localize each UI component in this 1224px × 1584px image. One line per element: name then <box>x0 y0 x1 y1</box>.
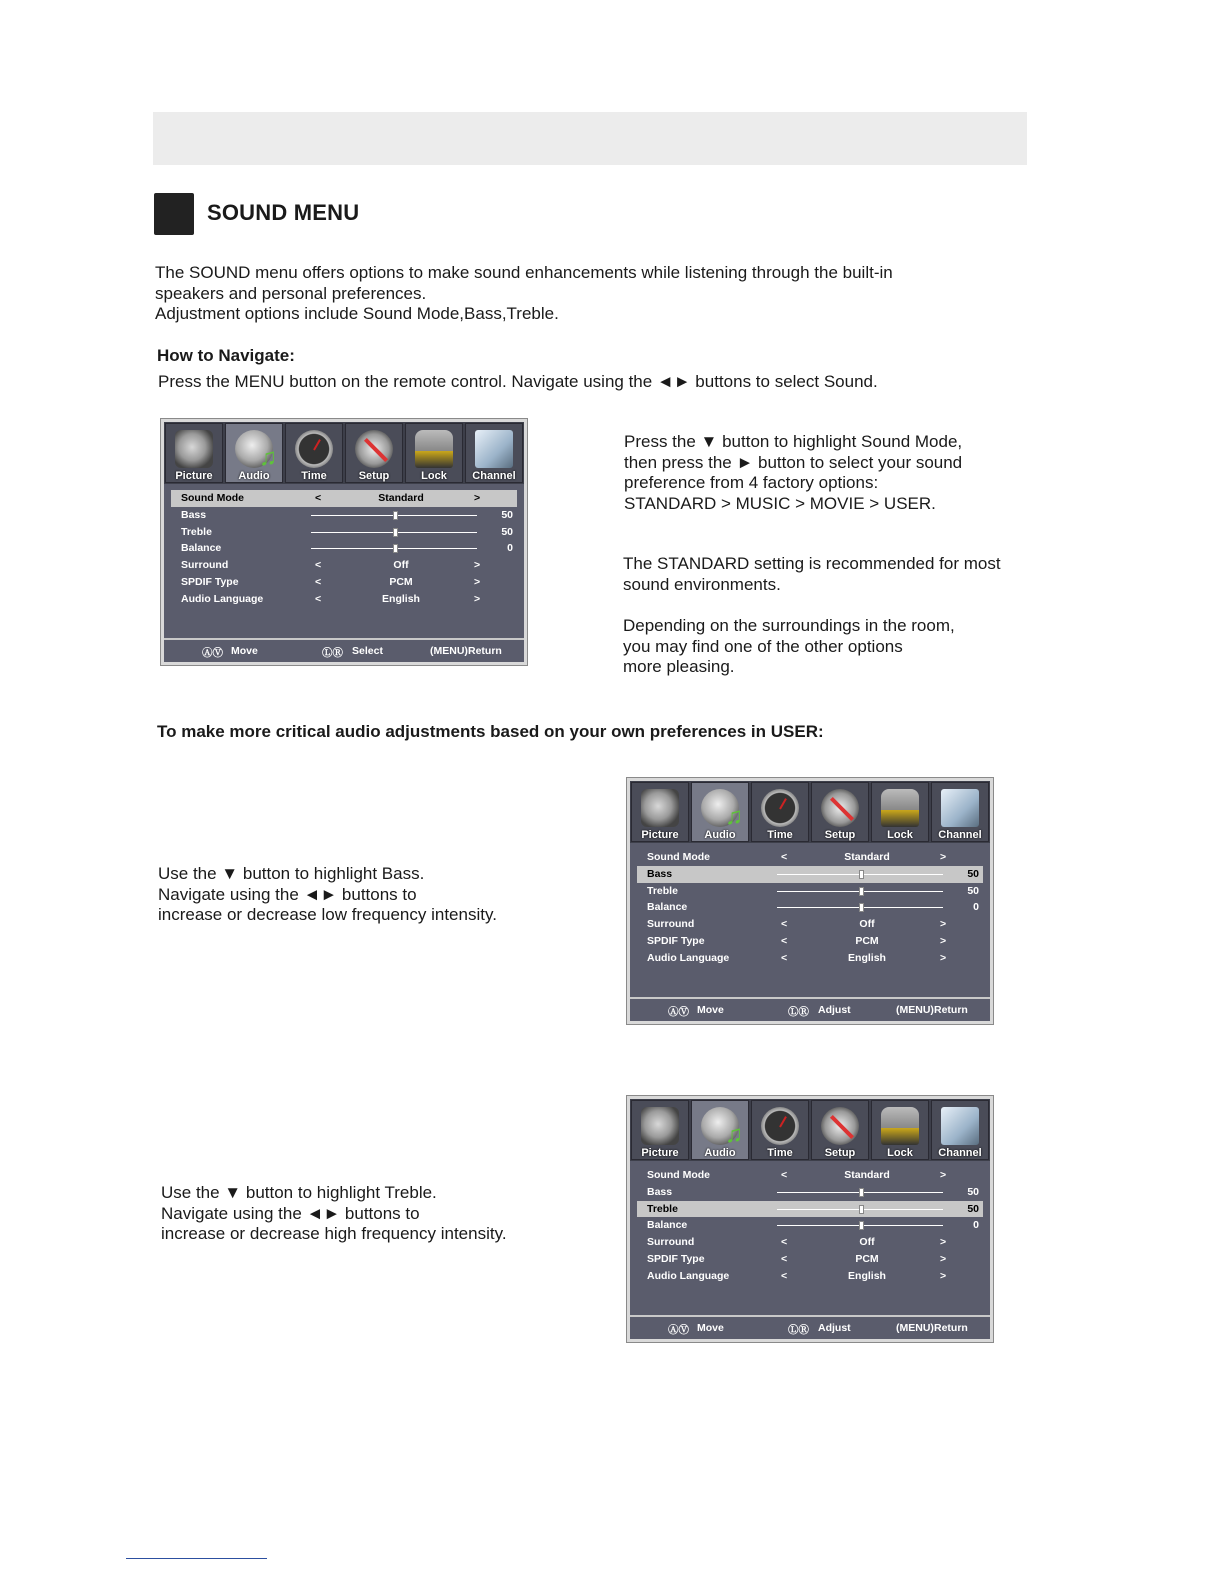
tab-setup: Setup <box>345 423 403 483</box>
updown-keys-icon: ⒶⓋ <box>668 1324 689 1336</box>
audio-icon <box>235 430 273 468</box>
menu-tabs <box>630 781 990 843</box>
tab-channel: Channel <box>465 423 523 483</box>
tv-menu-treble <box>626 1095 994 1343</box>
tab-setup: Setup <box>811 1100 869 1160</box>
row-balance: Balance 0 <box>647 1219 979 1232</box>
tab-audio: ♫ Audio <box>691 1100 749 1160</box>
bass-slider-knob <box>393 511 398 520</box>
row-treble: Treble 50 <box>637 1201 983 1218</box>
menu-key-icon: (MENU) <box>430 645 468 657</box>
updown-keys-icon: ⒶⓋ <box>668 1006 689 1018</box>
row-balance: Balance 0 <box>181 542 513 555</box>
gear-icon <box>821 789 859 827</box>
treble-text: Use the ▼ button to highlight Treble. Navigate using the ◄► buttons to increase or decrease high frequency intensity. <box>161 1183 507 1243</box>
bass-slider-knob <box>859 1188 864 1197</box>
intro-text: The SOUND menu offers options to make sound enhancements while listening through the built-in speakers and personal preferences. Adjustment options include Sound Mode,Bass,Treble. <box>155 263 893 323</box>
treble-slider-knob <box>859 1205 864 1214</box>
row-surround: Surround < Off > <box>647 918 947 931</box>
audio-icon <box>701 789 739 827</box>
tab-time: Time <box>285 423 343 483</box>
treble-slider-knob <box>393 528 398 537</box>
tab-channel: Channel <box>931 782 989 842</box>
menu-footer: ⒶⓋ Move ⓁⓇ Adjust (MENU) Return <box>630 1315 990 1339</box>
tab-lock: Lock <box>871 1100 929 1160</box>
tab-picture: Picture <box>631 782 689 842</box>
row-treble: Treble 50 <box>181 525 513 538</box>
tab-lock: Lock <box>871 782 929 842</box>
menu-footer: ⒶⓋ Move ⓁⓇ Adjust (MENU) Return <box>630 997 990 1021</box>
sound-mode-text: Press the ▼ button to highlight Sound Mode, then press the ► button to select your sound preference from 4 factory options: STANDARD > MUSIC > MOVIE > USER. <box>624 432 963 513</box>
tv-menu-bass <box>626 777 994 1025</box>
menu-key-icon: (MENU) <box>896 1004 934 1016</box>
menu-footer: ⒶⓋ Move ⓁⓇ Select (MENU) Return <box>164 638 524 662</box>
standard-text: The STANDARD setting is recommended for most sound environments. <box>623 554 1001 594</box>
tab-picture: Picture <box>631 1100 689 1160</box>
row-spdif: SPDIF Type < PCM > <box>647 934 947 947</box>
tab-picture: Picture <box>165 423 223 483</box>
tab-audio: ♫ Audio <box>225 423 283 483</box>
leftright-keys-icon: ⓁⓇ <box>788 1324 809 1336</box>
clock-icon <box>761 1107 799 1145</box>
gear-icon <box>355 430 393 468</box>
row-surround: Surround < Off > <box>647 1236 947 1249</box>
clock-icon <box>761 789 799 827</box>
row-sound-mode: Sound Mode < Standard > <box>647 1169 947 1181</box>
row-audio-language: Audio Language < English > <box>647 951 947 964</box>
row-spdif: SPDIF Type < PCM > <box>181 575 481 588</box>
picture-icon <box>641 1107 679 1145</box>
tab-time: Time <box>751 1100 809 1160</box>
tab-lock: Lock <box>405 423 463 483</box>
sound-menu-icon <box>154 193 194 235</box>
lock-icon <box>881 789 919 827</box>
row-treble: Treble 50 <box>647 884 979 897</box>
surroundings-text: Depending on the surroundings in the room, you may find one of the other options more pleasing. <box>623 616 955 676</box>
row-bass: Bass 50 <box>181 508 513 521</box>
menu-tabs <box>164 422 524 484</box>
row-audio-language: Audio Language < English > <box>647 1269 947 1282</box>
monitor-icon <box>475 430 513 468</box>
lock-icon <box>881 1107 919 1145</box>
menu-rows <box>637 1167 983 1285</box>
bass-text: Use the ▼ button to highlight Bass. Navigate using the ◄► buttons to increase or decrease low frequency intensity. <box>158 864 497 924</box>
picture-icon <box>641 789 679 827</box>
menu-rows <box>171 490 517 608</box>
monitor-icon <box>941 789 979 827</box>
tab-channel: Channel <box>931 1100 989 1160</box>
picture-icon <box>175 430 213 468</box>
tab-time: Time <box>751 782 809 842</box>
clock-icon <box>295 430 333 468</box>
leftright-keys-icon: ⓁⓇ <box>322 647 343 659</box>
menu-rows <box>637 849 983 967</box>
user-heading: To make more critical audio adjustments based on your own preferences in USER: <box>157 722 824 741</box>
balance-slider-knob <box>859 903 864 912</box>
row-sound-mode: Sound Mode < Standard > <box>171 490 517 507</box>
menu-key-icon: (MENU) <box>896 1322 934 1334</box>
row-surround: Surround < Off > <box>181 559 481 572</box>
audio-icon <box>701 1107 739 1145</box>
bass-slider-knob <box>859 870 864 879</box>
tab-setup: Setup <box>811 782 869 842</box>
row-sound-mode: Sound Mode < Standard > <box>647 851 947 863</box>
page-title: SOUND MENU <box>207 200 360 225</box>
balance-slider-knob <box>859 1221 864 1230</box>
treble-slider-knob <box>859 887 864 896</box>
row-balance: Balance 0 <box>647 901 979 914</box>
row-bass: Bass 50 <box>637 866 983 883</box>
row-audio-language: Audio Language < English > <box>181 592 481 605</box>
footer-rule <box>126 1558 267 1559</box>
lock-icon <box>415 430 453 468</box>
row-spdif: SPDIF Type < PCM > <box>647 1252 947 1265</box>
menu-tabs <box>630 1099 990 1161</box>
balance-slider-knob <box>393 544 398 553</box>
gear-icon <box>821 1107 859 1145</box>
tv-menu-sound-mode <box>160 418 528 666</box>
row-bass: Bass 50 <box>647 1185 979 1198</box>
leftright-keys-icon: ⓁⓇ <box>788 1006 809 1018</box>
tab-audio: ♫ Audio <box>691 782 749 842</box>
header-band <box>153 112 1027 165</box>
updown-keys-icon: ⒶⓋ <box>202 647 223 659</box>
nav-text: Press the MENU button on the remote control. Navigate using the ◄► buttons to select Sound. <box>158 372 878 391</box>
nav-heading: How to Navigate: <box>157 346 295 365</box>
monitor-icon <box>941 1107 979 1145</box>
